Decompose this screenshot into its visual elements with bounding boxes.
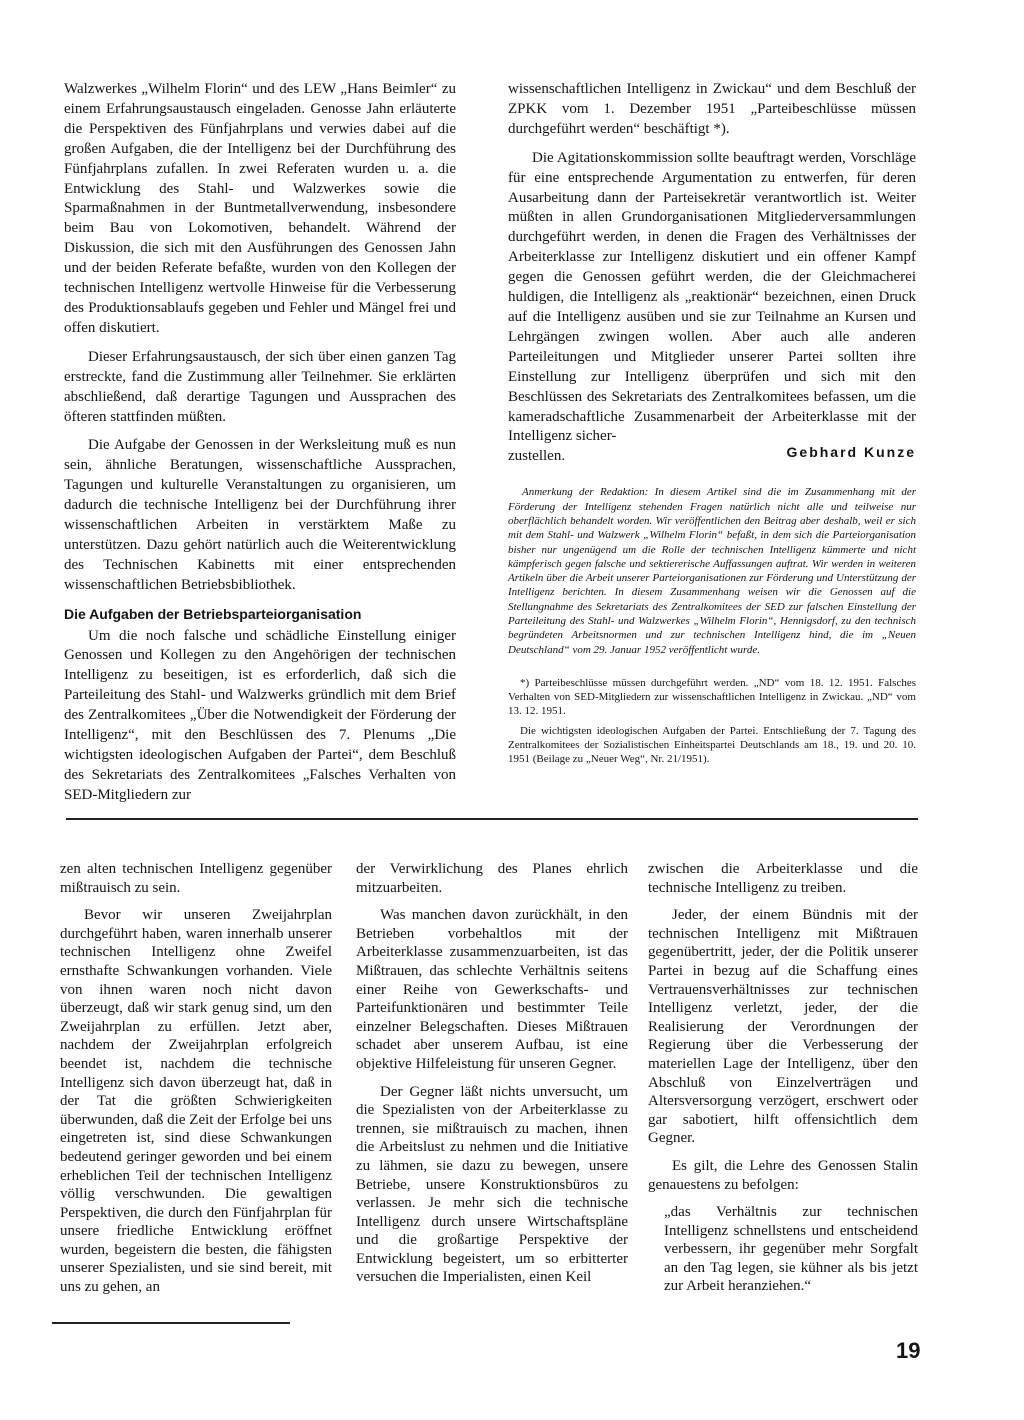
article-column-bottom-1 (60, 860, 332, 1306)
page-number: 19 (896, 1338, 921, 1363)
article-column-top-left (64, 80, 456, 815)
paragraph: Es gilt, die Lehre des Genossen Stalin genauestens zu befolgen: (648, 1157, 918, 1193)
footnote: Die wichtigsten ideologischen Aufgaben der Partei. Entschließung der 7. Tagung des Zentralkomitees der Sozialistischen Einheitspartei Deutschlands am 18., 19. und 20. 10. 1951 (Beilage zu „Neuer Weg“, Nr. 21/1951). (508, 724, 916, 765)
paragraph: Walzwerkes „Wilhelm Florin“ und des LEW „Hans Beimler“ zu einem Erfahrungsaustausch eingeladen. Genosse Jahn erläuterte die Perspektiven des Fünfjahrplans und verwies dabei auf die großen Aufgaben, die der Intelligenz bei der Durchführung des Fünfjahrplans zufallen. In zwei Referaten wurden u. a. die Entwicklung des Stahl- und Walzwerkes sowie die Sparmaßnahmen in der Buntmetallverwendung, insbesondere beim Bau von Lokomotiven, behandelt. Während der Diskussion, die sich mit den Ausführungen des Genossen Jahn und der beiden Referate befaßte, wurden von den Kollegen der technischen Intelligenz wertvolle Hinweise für die Verbesserung des Produktionsablaufs gegeben und Fehler und Mängel frei und offen diskutiert. (64, 81, 456, 336)
article-column-bottom-2 (356, 860, 628, 1296)
footnote-spacer (508, 666, 916, 676)
paragraph: Was manchen davon zurückhält, in den Betrieben vorbehaltlos mit der Arbeiterklasse zusammenzuarbeiten, ist das Mißtrauen, das schlechte Verhältnis seitens einer Reihe von Gewerkschafts- und Parteifunktionären und bestimmter Teile einzelner Belegschaften. Dieses Mißtrauen schadet aber unserem Aufbau, ist eine objektive Hilfeleistung für unseren Gegner. (356, 907, 628, 1072)
paragraph: Bevor wir unseren Zweijahrplan durchgeführt haben, waren innerhalb unserer technischen Intelligenz ohne Zweifel ernsthafte Schwankungen vorhanden. Viele von ihnen waren noch nicht davon überzeugt, daß wir stark genug sind, um den Zweijahrplan zu erfüllen. Jetzt aber, nachdem der Zweijahrplan erfolgreich beendet ist, nachdem die technische Intelligenz sich davon überzeugt hat, daß in der Tat die größten Schwierigkeiten überwunden, daß die Zeit der Erfolge bei uns eingetreten ist, sind diese Schwankungen bedeutend geringer geworden und bei einem erheblichen Teil der technischen Intelligenz völlig verschwunden. Die gewaltigen Perspektiven, die durch den Fünfjahrplan für unsere friedliche Entwicklung eröffnet wurden, begeistern die besten, die fähigsten unserer Spezialisten, und sie sind bereit, mit uns zu gehen, an (60, 907, 332, 1296)
section-heading: Die Aufgaben der Betriebsparteiorganisation (64, 605, 362, 622)
paragraph: Die Agitationskommission sollte beauftragt werden, Vorschläge für eine entsprechende Argumentation zu entwerfen, für deren Ausarbeitung dann der Parteisekretär verantwortlich ist. Weiter müßten in allen Grundorganisationen Mitgliederversammlungen durchgeführt werden, in denen die Fragen des Verhältnisses der Arbeiterklasse zur Intelligenz diskutiert und ein offener Kampf gegen die Genossen geführt werden, die der Gleichmacherei huldigen, die Intelligenz als „reaktionär“ bezeichnen, einen Druck auf die Intelligenz ausüben und sie zur Teilnahme an Kursen und Lehrgängen zwingen wollen. Aber auch alle anderen Parteileitungen und Mitglieder unserer Partei sollten ihre Einstellung zur Intelligenz überprüfen und sich mit den Beschlüssen des Sekretariats des Zentralkomitees befassen, um die kameradschaftliche Zusammenarbeit der Arbeiterklasse mit der Intelligenz sicher- (508, 149, 916, 445)
paragraph: Die Aufgabe der Genossen in der Werksleitung muß es nun sein, ähnliche Beratungen, wissenschaftliche Aussprachen, Tagungen und kulturelle Veranstaltungen zu organisieren, um dadurch die technische Intelligenz bei der Durchführung ihrer wissenschaftlichen Arbeiten in verstärktem Maße zu unterstützen. Dazu gehört natürlich auch die Weiterentwicklung des Technischen Kabinetts mit einer entsprechenden wissenschaftlichen Betriebsbibliothek. (64, 437, 456, 593)
editorial-note: Anmerkung der Redaktion: In diesem Artikel sind die im Zusammenhang mit der Förderung der Intelligenz stehenden Fragen natürlich nicht alle und teilweise nur oberflächlich behandelt worden. Wir veröffentlichen den Beitrag aber deshalb, weil er sich mit dem Stahl- und Walzwerk „Wilhelm Florin“ befaßt, in dem sich die Parteiorganisation bisher nur ungenügend um die Rolle der technischen Intelligenz kümmerte und nicht kämpferisch gegen falsche und sektiererische Auffassungen auftrat. Wir werden in weiteren Artikeln über die Arbeit unserer Parteiorganisationen zur Förderung und Unterstützung der Intelligenz berichten. In diesem Zusammenhang weisen wir die Genossen auf die Stellungnahme des Sekretariats des Zentralkomitees der SED zur falschen Einstellung der Parteileitung des Stahl- und Walzwerkes „Wilhelm Florin“, Hennigsdorf, zu den technisch begründeten Arbeitsnormen und zur technischen Intelligenz hind, die im „Neuen Deutschland“ vom 29. Januar 1952 veröffentlicht wurde. (508, 486, 916, 656)
author-signature: Gebhard Kunze (786, 444, 916, 461)
paragraph: Dieser Erfahrungsaustausch, der sich über einen ganzen Tag erstreckte, fand die Zustimmung aller Teilnehmer. Sie erklärten abschließend, daß derartige Tagungen und Aussprachen des öfteren stattfinden müßten. (64, 348, 456, 425)
paragraph: der Verwirklichung des Planes ehrlich mitzuarbeiten. (356, 861, 628, 896)
article-column-bottom-3 (648, 860, 918, 1305)
paragraph: Um die noch falsche und schädliche Einstellung einiger Genossen und Kollegen zu den Angehörigen der technischen Intelligenz zu beseitigen, ist es erforderlich, daß sich die Parteileitung des Stahl- und Walzwerks gründlich mit dem Brief des Zentralkomitees „Über die Notwendigkeit der Förderung der Intelligenz“, mit den Beschlüssen des 7. Plenums „Die wichtigsten ideologischen Aufgaben der Partei“, dem Beschluß des Sekretariats des Zentralkomitees „Falsches Verhalten von SED-Mitgliedern zur (64, 627, 456, 803)
horizontal-divider (66, 818, 918, 820)
paragraph: Der Gegner läßt nichts unversucht, um die Spezialisten von der Arbeiterklasse zu trennen, sie mißtrauisch zu machen, ihnen die Arbeitslust zu nehmen und die Initiative zu lähmen, sie dazu zu bewegen, unsere Betriebe, unsere Konstruktionsbüros zu verlassen. Je mehr sich die technische Intelligenz durch unsere Wirtschaftspläne und die großartige Perspektive der Entwicklung begeistert, um so erbitterter versuchen die Imperialisten, einen Keil (356, 1083, 628, 1286)
paragraph: Jeder, der einem Bündnis mit der technischen Intelligenz mit Mißtrauen gegenübertritt, jeder, der die Politik unserer Partei in bezug auf die Schaffung eines Vertrauensverhältnisses zur technischen Intelligenz verletzt, jeder, der die Realisierung der Verordnungen der Regierung über die Verbesserung der materiellen Lage der Intelligenz, über den Abschluß von Einzelverträgen und Altersversorgung verzögert, erschwert oder gar sabotiert, hilft offensichtlich dem Gegner. (648, 907, 918, 1147)
stalin-quote: „das Verhältnis zur technischen Intelligenz schnellstens und entscheidend verbessern, ihr gegenüber mehr Sorgfalt an den Tag legen, sie kühner als bis jetzt zur Arbeit heranziehen.“ (664, 1204, 918, 1295)
paragraph: wissenschaftlichen Intelligenz in Zwickau“ und dem Beschluß der ZPKK vom 1. Dezember 1951 „Parteibeschlüsse müssen durchgeführt werden“ beschäftigt *). (508, 81, 916, 137)
paragraph: zwischen die Arbeiterklasse und die technische Intelligenz zu treiben. (648, 861, 918, 896)
footer-divider (52, 1322, 290, 1324)
paragraph: zen alten technischen Intelligenz gegenüber mißtrauisch zu sein. (60, 861, 332, 896)
paragraph-end: zustellen. (508, 448, 566, 465)
signature-line (508, 444, 916, 467)
article-column-top-right (508, 80, 916, 772)
footnote: *) Parteibeschlüsse müssen durchgeführt werden. „ND“ vom 18. 12. 1951. Falsches Verhalten von SED-Mitgliedern zur wissenschaftlichen Intelligenz in Zwickau. „ND“ vom 13. 12. 1951. (508, 676, 916, 717)
